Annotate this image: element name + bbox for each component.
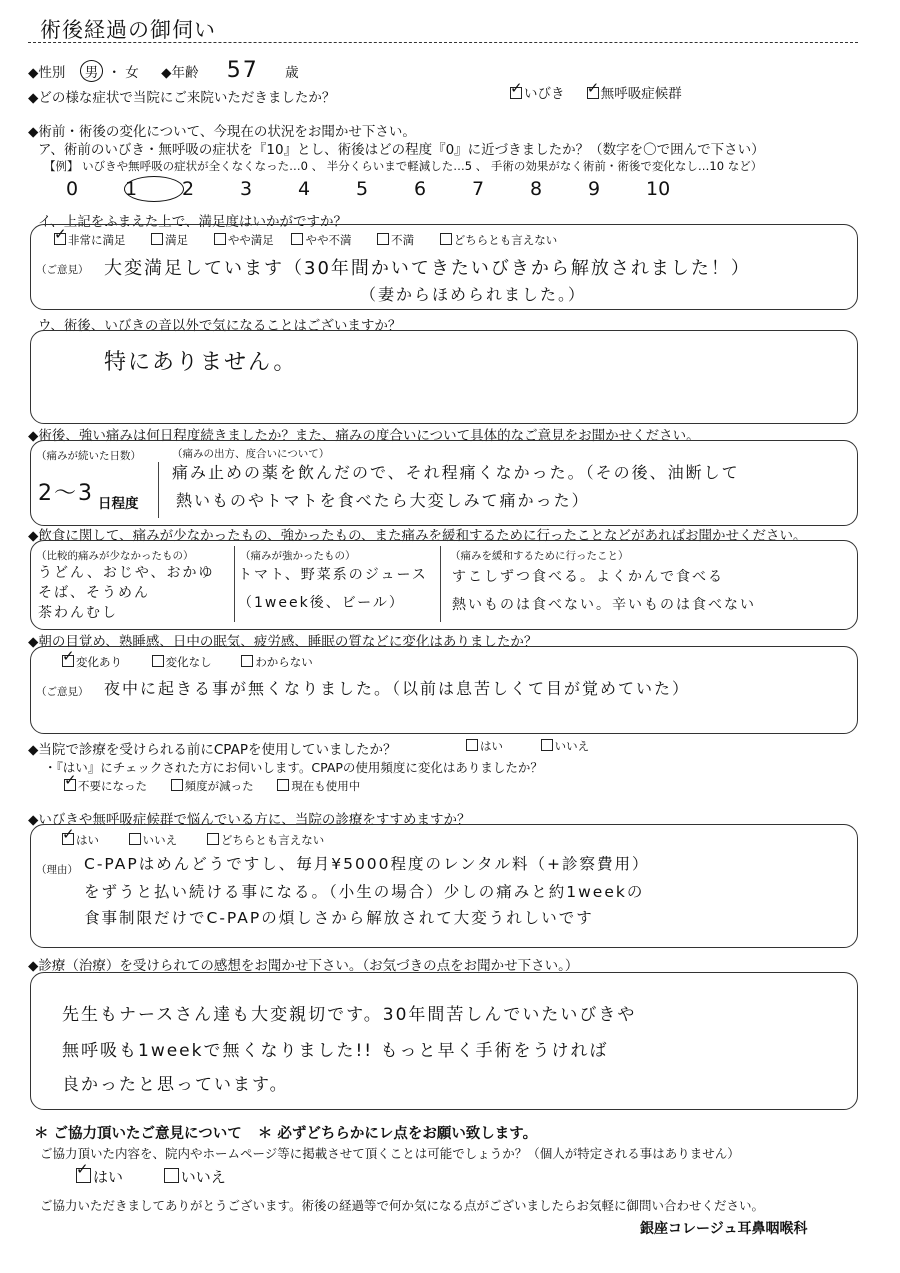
scale-0[interactable]: 0 (66, 178, 79, 200)
checkbox-icon (510, 87, 522, 99)
sleep-opt-3[interactable]: わからない (241, 655, 313, 669)
consent-question: ご協力頂いた内容を、院内やホームページ等に掲載させて頂くことは可能でしょうか？（個人が特定される事はありません） (40, 1146, 740, 1161)
reason-line-2[interactable]: をずうと払い続ける事になる。（小生の場合）少しの痛みと約1weekの (84, 883, 645, 901)
sleep-options (62, 654, 313, 670)
pain-degree-label: （痛みの出方、度合いについて） (172, 448, 330, 460)
food-less-label: （比較的痛みが少なかったもの） (36, 550, 194, 562)
food-question: ◆飲食に関して、痛みが少なかったもの、強かったもの、また痛みを緩和するために行ったことなどがあればお聞かせください。 (28, 528, 807, 544)
recommend-question: ◆いびきや無呼吸症候群で悩んでいる方に、当院の診療をすすめますか？ (28, 812, 471, 828)
scale-5[interactable]: 5 (356, 178, 369, 200)
impression-line-1[interactable]: 先生もナースさん達も大変親切です。30年間苦しんでいたいびきや (62, 1005, 637, 1025)
scale-3[interactable]: 3 (240, 178, 253, 200)
cpap-sub-options (64, 778, 360, 794)
food-less-3[interactable]: 茶わんむし (38, 605, 118, 621)
gender-label: ◆性別 (28, 65, 66, 81)
scale-row (66, 176, 704, 202)
pain-days-unit: 日程度 (98, 496, 139, 512)
pain-question: ◆術後、強い痛みは何日程度続きましたか？また、痛みの度合いについて具体的なご意見をお聞かせください。 (28, 428, 700, 444)
sleep-opt-2[interactable]: 変化なし (152, 655, 212, 669)
reason-line-3[interactable]: 食事制限だけでC-PAPの煩しさから解放されて大変うれしいです (84, 909, 594, 927)
scale-9[interactable]: 9 (588, 178, 601, 200)
impression-line-3[interactable]: 良かったと思っています。 (62, 1075, 289, 1095)
scale-7[interactable]: 7 (472, 178, 485, 200)
symptoms-options (510, 82, 682, 102)
concerns-answer[interactable]: 特にありません。 (104, 350, 298, 375)
food-divider-2 (440, 546, 441, 622)
cpap-yes[interactable]: はい (466, 739, 503, 753)
scale-8[interactable]: 8 (530, 178, 543, 200)
reason-line-1[interactable]: C-PAPはめんどうですし、毎月¥5000程度のレンタル料（+診察費用） (84, 855, 650, 873)
pain-degree-1[interactable]: 痛み止めの薬を飲んだので、それ程痛くなかった。（その後、油断して (172, 463, 740, 482)
concerns-question: ウ、術後、いびきの音以外で気になることはございますか？ (38, 318, 402, 334)
cpap-question: ◆当院で診療を受けられる前にCPAPを使用していましたか？ (28, 742, 397, 758)
recommend-yes[interactable]: ✓はい (62, 833, 99, 847)
pain-divider (158, 462, 159, 518)
food-strong-label: （痛みが強かったもの） (240, 550, 356, 562)
food-strong-2[interactable]: （1week後、ビール） (238, 595, 405, 611)
age-value[interactable]: 57 (226, 58, 259, 83)
food-less-1[interactable]: うどん、おじや、おかゆ (38, 565, 215, 581)
checkbox-icon (587, 87, 599, 99)
food-divider-1 (234, 546, 235, 622)
pain-days-label: （痛みが続いた日数） (36, 450, 141, 462)
cpap-no[interactable]: いいえ (541, 739, 590, 753)
footer-thanks: ご協力いただきましてありがとうございます。術後の経過等で何か気になる点がございましたらお気軽に御問い合わせください。 (40, 1198, 765, 1213)
title-divider (28, 42, 858, 43)
cpap-options (466, 738, 589, 754)
sat-opt-6[interactable]: どちらとも言えない (440, 233, 558, 247)
satisfaction-question: イ、上記をふまえた上で、満足度はいかがですか？ (38, 214, 348, 230)
pain-days-value[interactable]: 2〜3 (38, 481, 94, 506)
scale-4[interactable]: 4 (298, 178, 311, 200)
consent-options (76, 1166, 226, 1187)
impression-question: ◆診療（治療）を受けられての感想をお聞かせ下さい。（お気づきの点をお聞かせ下さい。） (28, 958, 579, 974)
satisfaction-options (54, 232, 557, 248)
scale-1[interactable]: 1 (124, 176, 182, 202)
recommend-neutral[interactable]: どちらとも言えない (207, 833, 325, 847)
food-relief-2[interactable]: 熱いものは食べない。辛いものは食べない (452, 597, 756, 613)
change-question: ◆術前・術後の変化について、今現在の状況をお聞かせ下さい。 (28, 124, 416, 140)
sleep-opinion-label: （ご意見） (36, 686, 89, 698)
gender-row (28, 58, 299, 83)
sleep-opt-1[interactable]: ✓変化あり (62, 655, 122, 669)
gender-dot: ・ (107, 65, 121, 81)
impression-line-2[interactable]: 無呼吸も1weekで無くなりました!! もっと早く手術をうければ (62, 1041, 609, 1061)
pain-degree-2[interactable]: 熱いものやトマトを食べたら大変しみて痛かった） (176, 491, 590, 510)
cpap-sub-2[interactable]: 頻度が減った (171, 779, 254, 793)
food-relief-1[interactable]: すこしずつ食べる。よくかんで食べる (452, 569, 724, 585)
cpap-sub-3[interactable]: 現在も使用中 (277, 779, 360, 793)
food-relief-label: （痛みを緩和するために行ったこと） (450, 550, 629, 562)
sat-opt-1[interactable]: ✓非常に満足 (54, 233, 126, 247)
opinion-label: （ご意見） (36, 264, 89, 276)
consent-heading: ＊ ご協力頂いたご意見について ＊ 必ずどちらかにレ点をお願い致します。 (34, 1126, 538, 1142)
gender-female[interactable]: 女 (125, 65, 139, 81)
consent-no[interactable]: いいえ (164, 1168, 226, 1186)
scale-2[interactable]: 2 (182, 178, 195, 200)
page-title: 術後経過の御伺い (40, 18, 216, 42)
sleep-opinion[interactable]: 夜中に起きる事が無くなりました。（以前は息苦しくて目が覚めていた） (104, 679, 691, 698)
sat-opt-3[interactable]: やや満足 (214, 233, 274, 247)
sat-opt-5[interactable]: 不満 (377, 233, 414, 247)
sleep-question: ◆朝の目覚め、熟睡感、日中の眠気、疲労感、睡眠の質などに変化はありましたか？ (28, 634, 538, 650)
consent-yes[interactable]: ✓はい (76, 1168, 123, 1186)
reason-label: （理由） (36, 864, 78, 876)
clinic-name: 銀座コレージュ耳鼻咽喉科 (640, 1221, 808, 1237)
symptoms-question: ◆どの様な症状で当院にご来院いただきましたか？ (28, 90, 336, 106)
satisfaction-opinion-1[interactable]: 大変満足しています（30年間かいてきたいびきから解放されました！） (104, 258, 751, 279)
change-sub-a: ア、術前のいびき・無呼吸の症状を『10』とし、術後はどの程度『0』に近づきましたか？（数字を〇で囲んで下さい） (38, 142, 765, 158)
age-unit: 歳 (285, 65, 299, 81)
food-less-2[interactable]: そば、そうめん (38, 585, 150, 601)
recommend-no[interactable]: いいえ (129, 833, 178, 847)
scale-10[interactable]: 10 (646, 178, 671, 200)
scale-6[interactable]: 6 (414, 178, 427, 200)
cpap-sub-question: ・『はい』にチェックされた方にお伺いします。CPAPの使用頻度に変化はありましたか？ (44, 760, 543, 775)
symptom-snoring[interactable]: ✓ いびき (510, 86, 565, 102)
food-strong-1[interactable]: トマト、野菜系のジュース (238, 567, 428, 583)
change-example: 【例】 いびきや無呼吸の症状が全くなくなった…0 、 半分くらいまで軽減した…5 、 手術の効果がなく術前・術後で変化なし…10 など） (44, 159, 763, 173)
pain-box (30, 440, 858, 526)
symptom-apnea[interactable]: ✓ 無呼吸症候群 (587, 86, 682, 102)
sat-opt-2[interactable]: 満足 (151, 233, 188, 247)
age-label: ◆年齢 (161, 65, 199, 81)
cpap-sub-1[interactable]: ✓不要になった (64, 779, 147, 793)
gender-male[interactable]: 男 (80, 60, 104, 82)
satisfaction-opinion-2[interactable]: （妻からほめられました。） (360, 285, 587, 304)
recommend-options (62, 832, 324, 848)
sat-opt-4[interactable]: やや不満 (291, 233, 351, 247)
